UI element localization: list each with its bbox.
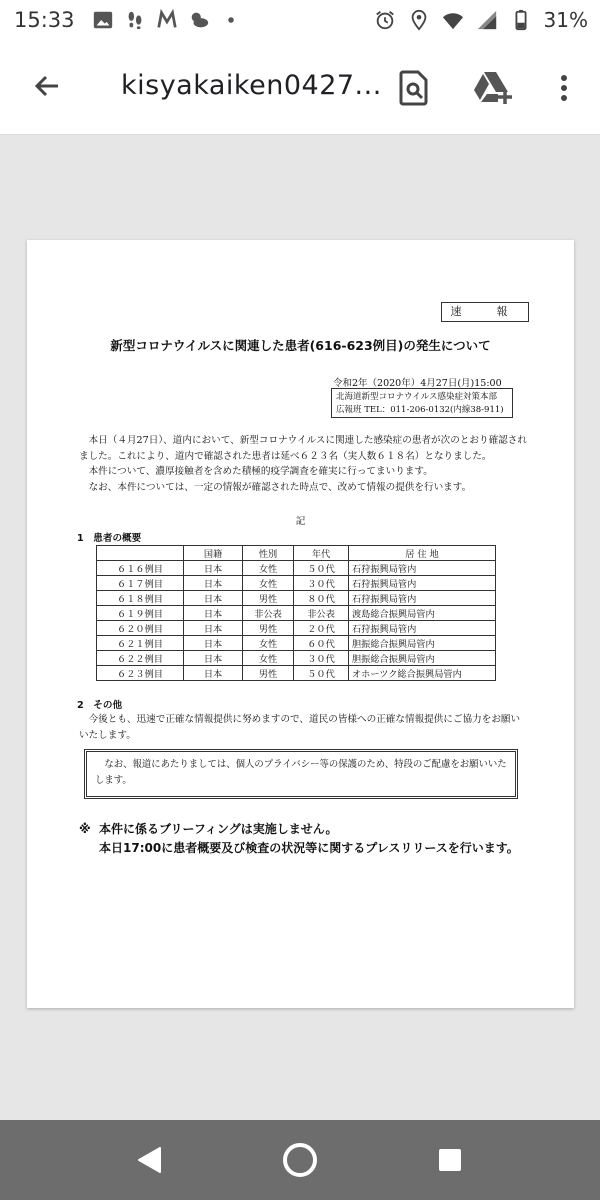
residence: 石狩振興局管内 bbox=[349, 621, 496, 636]
table-header bbox=[97, 546, 184, 561]
section1-title: 1 患者の概要 bbox=[77, 533, 142, 544]
battery-icon bbox=[510, 9, 532, 31]
case-number: ６１６例目 bbox=[97, 561, 184, 576]
residence: 石狩振興局管内 bbox=[349, 591, 496, 606]
status-bar bbox=[0, 0, 600, 42]
sex: 男性 bbox=[243, 591, 294, 606]
briefing-line: 本件に係るブリーフィングは実施しません。 bbox=[99, 822, 338, 836]
paragraph: 本日（４月27日）、道内において、新型コロナウイルスに関連した感染症の患者が次のとおり確認されました。これにより、道内で確認された患者は延べ６２３名（実人数６１８名）となりました。 bbox=[79, 435, 527, 462]
reference-mark: ※ bbox=[79, 822, 91, 836]
dot-icon bbox=[220, 9, 242, 31]
case-number: ６２３例目 bbox=[97, 666, 184, 681]
sokuho-label: 速 報 bbox=[441, 302, 529, 322]
paragraph: 本件について、濃厚接触者を含めた積極的疫学調査を確実に行ってまいります。 bbox=[88, 466, 433, 477]
age-group: ６０代 bbox=[294, 636, 349, 651]
residence: 胆振総合振興局管内 bbox=[349, 636, 496, 651]
age-group: ２０代 bbox=[294, 621, 349, 636]
case-number: ６１８例目 bbox=[97, 591, 184, 606]
issuer-contact: 広報班 TEL：011-206-0132(内線38-911) bbox=[336, 405, 504, 415]
age-group: 非公表 bbox=[294, 606, 349, 621]
nav-home-icon[interactable] bbox=[280, 1140, 320, 1180]
document-title: kisyakaiken0427... bbox=[121, 70, 382, 101]
sex: 非公表 bbox=[243, 606, 294, 621]
residence: 石狩振興局管内 bbox=[349, 561, 496, 576]
age-group: ５０代 bbox=[294, 561, 349, 576]
nationality: 日本 bbox=[184, 606, 243, 621]
case-number: ６２２例目 bbox=[97, 651, 184, 666]
add-to-drive-icon[interactable] bbox=[472, 68, 514, 108]
age-group: ８０代 bbox=[294, 591, 349, 606]
notification-icons bbox=[92, 9, 242, 31]
image-icon bbox=[92, 9, 114, 31]
ki-label: 記 bbox=[295, 516, 306, 527]
nationality: 日本 bbox=[184, 591, 243, 606]
back-arrow-icon[interactable] bbox=[28, 66, 68, 106]
document-viewer[interactable] bbox=[0, 135, 600, 1120]
app-bar bbox=[0, 42, 600, 135]
section2-title: 2 その他 bbox=[77, 700, 123, 711]
residence: 胆振総合振興局管内 bbox=[349, 651, 496, 666]
nationality: 日本 bbox=[184, 561, 243, 576]
sex: 女性 bbox=[243, 651, 294, 666]
paragraph: なお、本件については、一定の情報が確認された時点で、改めて情報の提供を行います。 bbox=[88, 481, 472, 493]
nav-back-icon[interactable] bbox=[130, 1140, 170, 1180]
privacy-notice: なお、報道にあたりましては、個人のプライバシー等の保護のため、特段のご配慮をお願いいたします。 bbox=[95, 759, 507, 786]
status-time: 15:33 bbox=[14, 8, 75, 32]
nationality: 日本 bbox=[184, 666, 243, 681]
document-heading: 新型コロナウイルスに関連した患者(616-623例目)の発生について bbox=[110, 338, 491, 353]
case-number: ６２１例目 bbox=[97, 636, 184, 651]
table-row bbox=[97, 561, 496, 576]
signal-icon bbox=[476, 9, 498, 31]
nationality: 日本 bbox=[184, 621, 243, 636]
nationality: 日本 bbox=[184, 636, 243, 651]
alarm-icon bbox=[374, 9, 396, 31]
briefing-line: 本日17:00に患者概要及び検査の状況等に関するプレスリリースを行います。 bbox=[99, 841, 519, 855]
privacy-notice-box bbox=[84, 749, 518, 799]
table-header-row bbox=[97, 546, 496, 561]
residence: オホーツク総合振興局管内 bbox=[349, 666, 496, 681]
nationality: 日本 bbox=[184, 651, 243, 666]
sex: 女性 bbox=[243, 636, 294, 651]
nationality: 日本 bbox=[184, 576, 243, 591]
table-row bbox=[97, 666, 496, 681]
table-header: 居 住 地 bbox=[349, 546, 496, 561]
table-row bbox=[97, 651, 496, 666]
wifi-icon bbox=[442, 9, 464, 31]
battery-percent: 31% bbox=[543, 8, 588, 32]
weather-icon bbox=[188, 9, 210, 31]
m-logo-icon bbox=[156, 9, 178, 31]
table-header: 性別 bbox=[243, 546, 294, 561]
issuer-box bbox=[331, 388, 513, 418]
body-text bbox=[79, 433, 527, 495]
more-vert-icon[interactable] bbox=[552, 68, 576, 108]
release-date: 令和2年（2020年）4月27日(月)15:00 bbox=[333, 378, 502, 389]
document-page bbox=[27, 240, 574, 1008]
table-row bbox=[97, 636, 496, 651]
table-header: 国籍 bbox=[184, 546, 243, 561]
feet-icon bbox=[124, 9, 146, 31]
age-group: ５０代 bbox=[294, 666, 349, 681]
nav-recents-icon[interactable] bbox=[430, 1140, 470, 1180]
sex: 女性 bbox=[243, 561, 294, 576]
sex: 女性 bbox=[243, 576, 294, 591]
section2-text bbox=[79, 712, 527, 743]
navigation-bar bbox=[0, 1120, 600, 1200]
paragraph: 今後とも、迅速で正確な情報提供に努めますので、道民の皆様への正確な情報提供にご協力をお願いいたします。 bbox=[79, 714, 521, 741]
find-in-page-icon[interactable] bbox=[394, 68, 434, 108]
location-icon bbox=[408, 9, 430, 31]
age-group: ３０代 bbox=[294, 576, 349, 591]
case-number: ６２０例目 bbox=[97, 621, 184, 636]
age-group: ３０代 bbox=[294, 651, 349, 666]
table-row bbox=[97, 576, 496, 591]
briefing-note bbox=[79, 820, 539, 858]
table-row bbox=[97, 591, 496, 606]
patient-table bbox=[96, 545, 496, 681]
case-number: ６１７例目 bbox=[97, 576, 184, 591]
issuer-name: 北海道新型コロナウイルス感染症対策本部 bbox=[336, 392, 497, 402]
sex: 男性 bbox=[243, 666, 294, 681]
residence: 渡島総合振興局管内 bbox=[349, 606, 496, 621]
residence: 石狩振興局管内 bbox=[349, 576, 496, 591]
system-icons bbox=[374, 8, 588, 32]
table-row bbox=[97, 621, 496, 636]
sex: 男性 bbox=[243, 621, 294, 636]
table-row bbox=[97, 606, 496, 621]
table-header: 年代 bbox=[294, 546, 349, 561]
case-number: ６１９例目 bbox=[97, 606, 184, 621]
